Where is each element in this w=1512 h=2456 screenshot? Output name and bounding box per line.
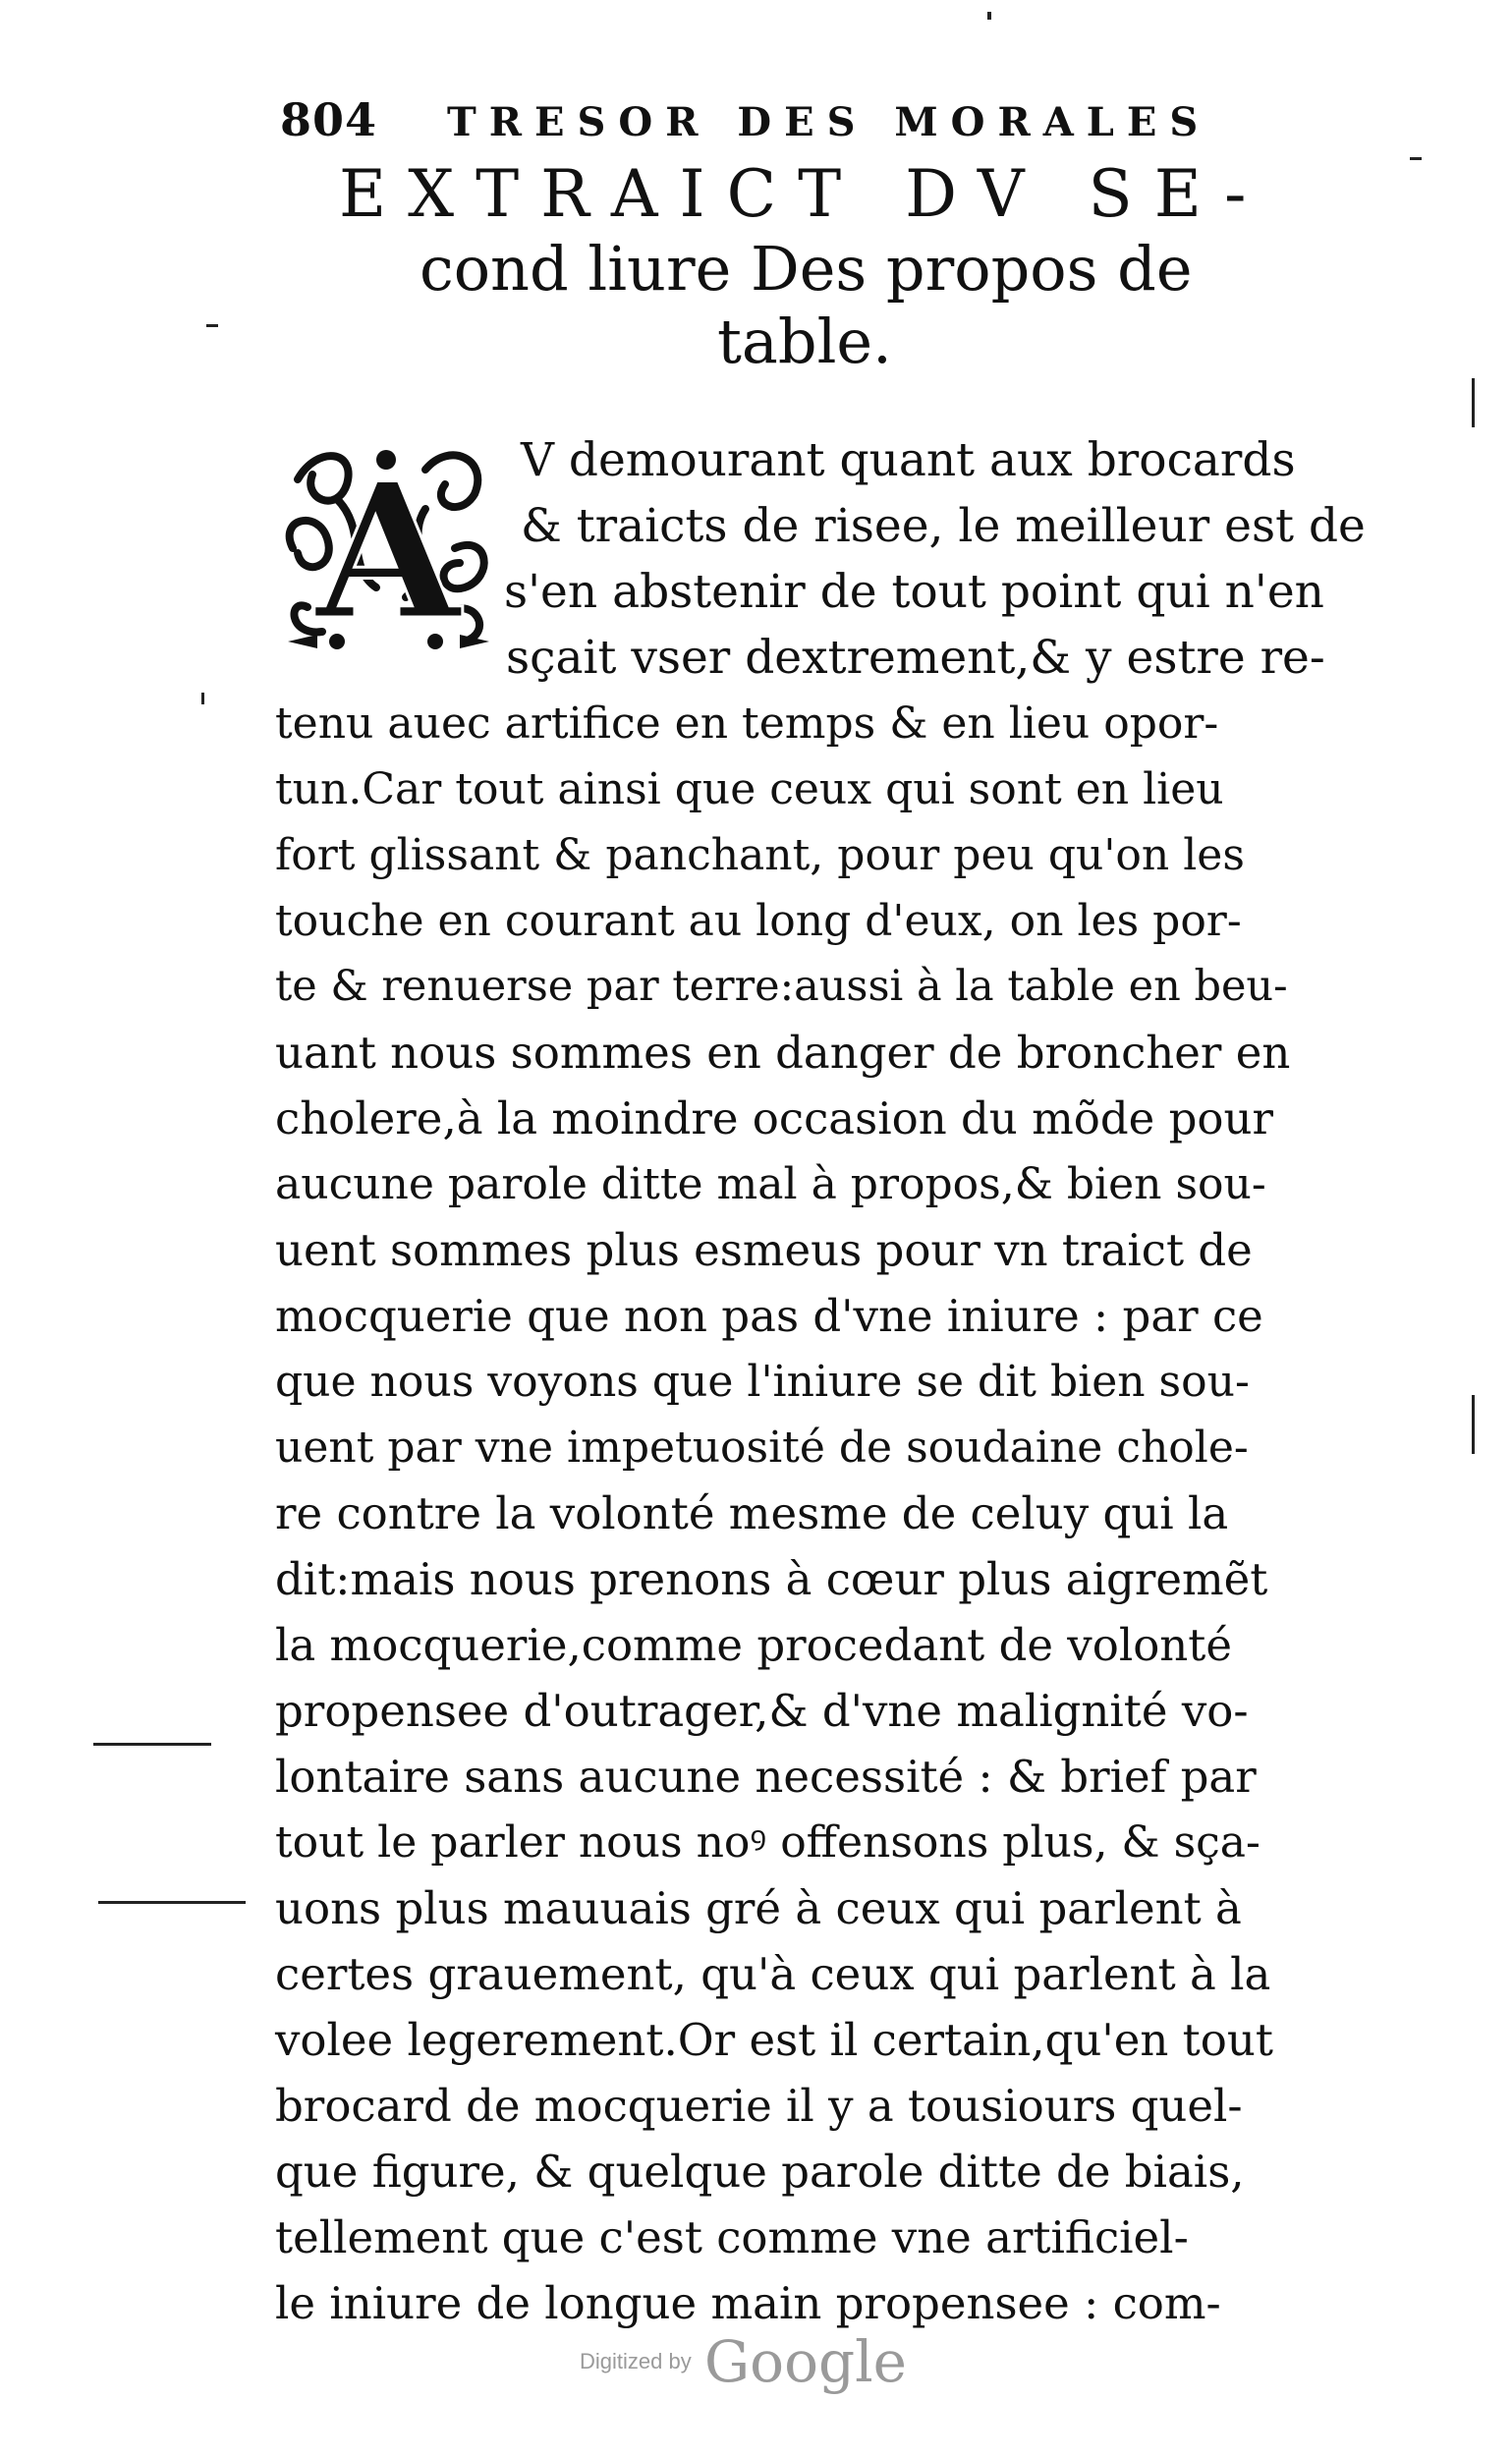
text-line: mocquerie que non pas d'vne iniure : par ce [275,1290,1263,1342]
text-line: cholere,à la moindre occasion du mõde pour [275,1092,1273,1144]
text-line: aucune parole ditte mal à propos,& bien sou- [275,1159,1266,1209]
text-line: re contre la volonté mesme de celuy qui la [275,1487,1229,1539]
text-line: sçait vser dextrement,& y estre re- [506,631,1325,685]
text-line: & traicts de risee, le meilleur est de [521,499,1366,553]
text-line: lontaire sans aucune necessité : & brief par [275,1751,1257,1803]
margin-mark [987,12,991,20]
text-line: te & renuerse par terre:aussi à la table en beu- [275,962,1288,1011]
text-line: uent sommes plus esmeus pour vn traict de [275,1224,1253,1276]
digitized-by-label: Digitized by [580,2349,692,2373]
page-number: 804 [280,93,378,146]
heading-line-1: EXTRAICT DV SE- [339,156,1268,232]
text-line: uant nous sommes en danger de broncher en [275,1027,1291,1079]
margin-mark [1472,1395,1475,1454]
text-line: tun.Car tout ainsi que ceux qui sont en lieu [275,764,1224,814]
text-line: que figure, & quelque parole ditte de biais, [275,2146,1245,2198]
margin-mark [93,1743,211,1746]
google-digitized-watermark [580,2328,907,2395]
text-line: tellement que c'est comme vne artificiel- [275,2211,1189,2263]
text-line: uent par vne impetuosité de soudaine chole- [275,1423,1249,1473]
text-line: V demourant quant aux brocards [521,433,1296,487]
text-line: dit:mais nous prenons à cœur plus aigremẽt [275,1553,1268,1605]
running-title: TRESOR DES MORALES [447,99,1211,145]
text-line: tout le parler nous noꝰ offensons plus, & sça- [275,1817,1260,1868]
text-line: brocard de mocquerie il y a tousiours quel- [275,2080,1243,2132]
text-line: la mocquerie,comme procedant de volonté [275,1619,1233,1671]
margin-mark [98,1901,246,1904]
margin-mark [201,693,204,704]
text-line: certes grauement, qu'à ceux qui parlent à la [275,1948,1271,2000]
text-line: tenu auec artifice en temps & en lieu opor- [275,698,1219,749]
text-line: touche en courant au long d'eux, on les por- [275,896,1242,946]
heading-line-2: cond liure Des propos de [420,233,1193,305]
margin-mark [1472,378,1475,427]
text-line: uons plus mauuais gré à ceux qui parlent à [275,1882,1242,1934]
text-line: propensee d'outrager,& d'vne malignité vo- [275,1685,1249,1737]
ornamental-initial-icon [278,440,499,656]
google-logo-icon: Google [703,2328,907,2395]
heading-line-3: table. [717,306,892,377]
text-line: volee legerement.Or est il certain,qu'en tout [275,2014,1273,2066]
text-line: le iniure de longue main propensee : com- [275,2277,1221,2329]
ornamental-initial-svg [278,440,499,656]
text-line: s'en abstenir de tout point qui n'en [504,565,1324,619]
text-line: que nous voyons que l'iniure se dit bien sou- [275,1357,1250,1407]
initial-letter: A [315,442,461,656]
running-head [280,93,1243,152]
margin-mark [206,324,218,327]
margin-mark [1410,157,1422,160]
text-line: fort glissant & panchant, pour peu qu'on les [275,830,1245,880]
